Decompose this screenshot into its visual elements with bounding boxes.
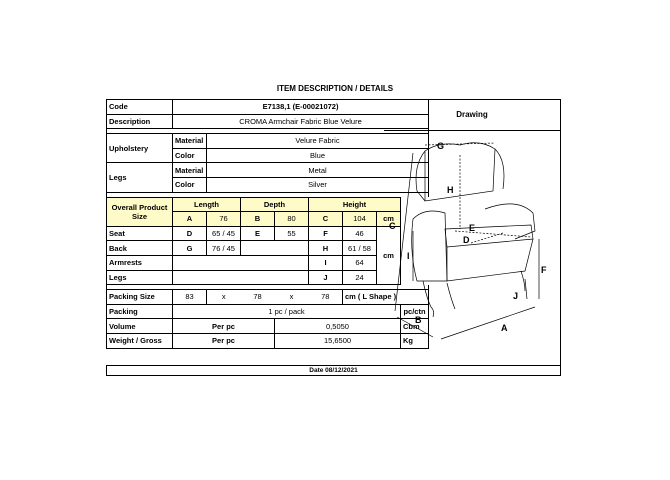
upholstery-material-row (107, 134, 429, 149)
legs-material-value: Metal (207, 163, 429, 178)
legs-material-row (107, 163, 429, 178)
rows-unit: cm (377, 226, 401, 284)
overall-a-value: 76 (207, 212, 241, 227)
volume-label: Volume (107, 319, 173, 334)
chair-right-wing (495, 149, 504, 189)
overall-size-label: Overall Product Size (107, 197, 173, 226)
code-value: E7138,1 (E-00021072) (173, 100, 429, 115)
chair-front-left-leg (423, 281, 434, 317)
packing-size-v1: 83 (173, 290, 207, 305)
drawing-label: Drawing (384, 99, 560, 131)
packing-size-unit: cm ( L Shape ) (343, 290, 429, 305)
label-e: E (469, 223, 476, 233)
overall-b-value: 80 (275, 212, 309, 227)
packing-label: Packing (107, 304, 173, 319)
legs-j-key: J (309, 270, 343, 285)
chair-base (447, 239, 533, 281)
back-h-value: 61 / 58 (343, 241, 377, 256)
description-value: CROMA Armchair Fabric Blue Velure (173, 114, 429, 129)
volume-unit: Cbm (401, 319, 429, 334)
volume-row (107, 319, 429, 334)
upholstery-material-value: Velure Fabric (207, 134, 429, 149)
date-footer: Date 08/12/2021 (106, 365, 561, 376)
label-j: J (513, 291, 519, 301)
volume-per: Per pc (173, 319, 275, 334)
packing-size-x1: x (207, 290, 241, 305)
weight-row (107, 333, 429, 348)
packing-unit: pc/ctn (401, 304, 429, 319)
legs-color-label: Color (173, 177, 207, 192)
label-c: C (389, 221, 396, 231)
legs-color-value: Silver (207, 177, 429, 192)
packing-size-label: Packing Size (107, 290, 173, 305)
seat-e-value: 55 (275, 226, 309, 241)
armchair-drawing (385, 131, 559, 363)
seat-row (107, 226, 429, 241)
packing-size-row (107, 290, 429, 305)
packing-size-x2: x (275, 290, 309, 305)
seat-e-key: E (241, 226, 275, 241)
overall-a-key: A (173, 212, 207, 227)
overall-c-key: C (309, 212, 343, 227)
upholstery-material-label: Material (173, 134, 207, 149)
seat-d-key: D (173, 226, 207, 241)
armrests-label: Armrests (107, 255, 173, 270)
chair-left-arm (412, 211, 447, 281)
code-label: Code (107, 100, 173, 115)
code-row (107, 100, 429, 115)
seat-f-key: F (309, 226, 343, 241)
description-label: Description (107, 114, 173, 129)
overall-b-key: B (241, 212, 275, 227)
upholstery-label: Upholstery (107, 134, 173, 163)
packing-value: 1 pc / pack (173, 304, 401, 319)
back-g-key: G (173, 241, 207, 256)
weight-unit: Kg (401, 333, 429, 348)
chair-right-arm (485, 204, 535, 239)
armrests-i-value: 64 (343, 255, 377, 270)
legs-j-value: 24 (343, 270, 377, 285)
chair-back-right-leg (521, 271, 525, 291)
upholstery-color-label: Color (173, 148, 207, 163)
weight-label: Weight / Gross (107, 333, 173, 348)
dim-j-line (525, 279, 527, 299)
legs-size-label: Legs (107, 270, 173, 285)
weight-value: 15,6500 (275, 333, 401, 348)
back-g-value: 76 / 45 (207, 241, 241, 256)
upholstery-color-value: Blue (207, 148, 429, 163)
overall-header-row (107, 197, 429, 212)
dim-c-line (395, 153, 413, 311)
document-title: ITEM DESCRIPTION / DETAILS (276, 84, 394, 93)
armrests-i-key: I (309, 255, 343, 270)
label-b: B (415, 315, 422, 325)
seat-label: Seat (107, 226, 173, 241)
back-label: Back (107, 241, 173, 256)
label-g: G (437, 141, 445, 151)
height-header: Height (309, 197, 401, 212)
weight-per: Per pc (173, 333, 275, 348)
packing-row (107, 304, 429, 319)
description-row (107, 114, 429, 129)
label-i: I (407, 251, 410, 261)
label-d: D (463, 235, 470, 245)
dim-a-line (441, 307, 535, 339)
label-h: H (447, 185, 454, 195)
label-f: F (541, 265, 547, 275)
label-a: A (501, 323, 508, 333)
chair-front-right-leg (447, 283, 455, 309)
chair-back (425, 143, 495, 201)
depth-header: Depth (241, 197, 309, 212)
legs-material-label: Material (173, 163, 207, 178)
length-header: Length (173, 197, 241, 212)
spec-table (106, 99, 429, 349)
packing-size-v3: 78 (309, 290, 343, 305)
legs-label: Legs (107, 163, 173, 192)
packing-size-v2: 78 (241, 290, 275, 305)
seat-d-value: 65 / 45 (207, 226, 241, 241)
volume-value: 0,5050 (275, 319, 401, 334)
overall-unit: cm (377, 212, 401, 227)
overall-c-value: 104 (343, 212, 377, 227)
back-h-key: H (309, 241, 343, 256)
dim-e-line (471, 233, 503, 243)
chair-left-wing (416, 151, 425, 201)
seat-f-value: 46 (343, 226, 377, 241)
